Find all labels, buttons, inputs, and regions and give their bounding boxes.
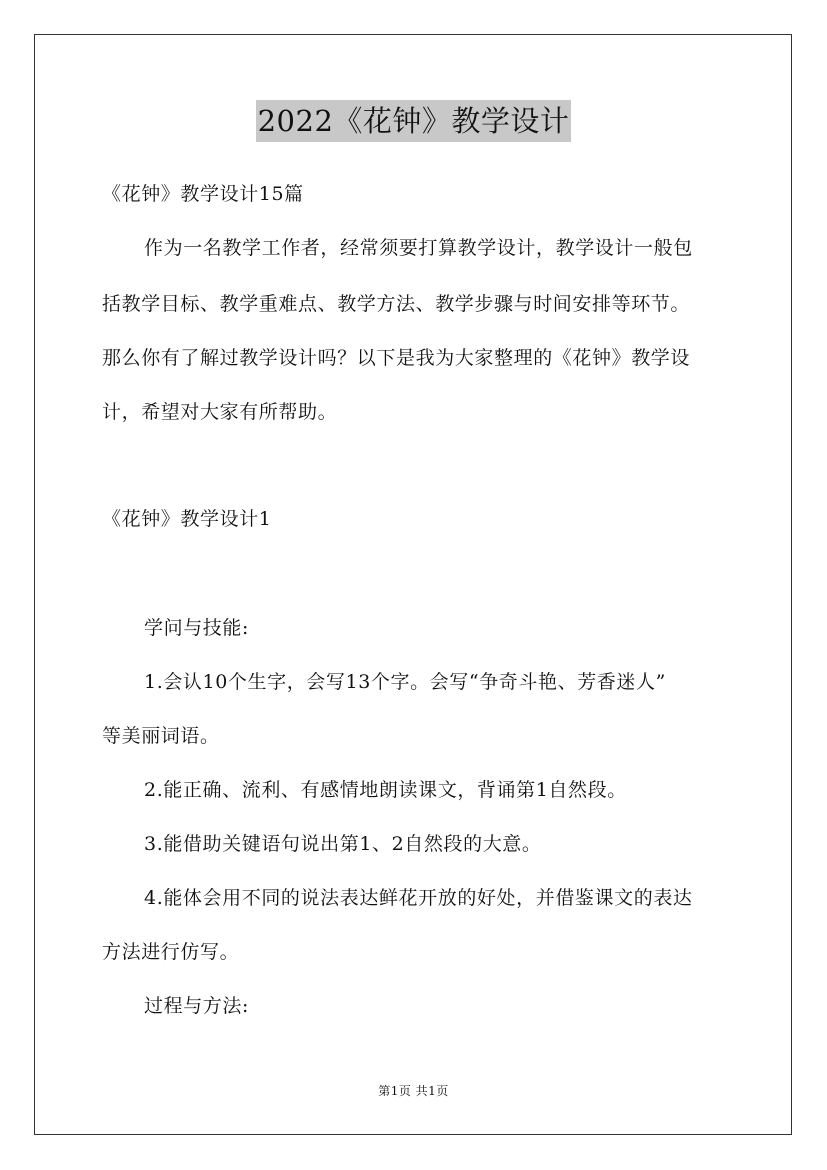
objective-2: 2.能正确、流利、有感情地朗读课文，背诵第1自然段。 bbox=[144, 779, 627, 801]
intro-line-3: 那么你有了解过教学设计吗？以下是我为大家整理的《花钟》教学设 bbox=[102, 347, 691, 369]
objective-1-line-2: 等美丽词语。 bbox=[102, 725, 220, 747]
objective-3: 3.能借助关键语句说出第1、2自然段的大意。 bbox=[144, 833, 542, 855]
process-heading: 过程与方法: bbox=[144, 995, 250, 1017]
knowledge-heading: 学问与技能: bbox=[144, 617, 250, 639]
objective-4-line-2: 方法进行仿写。 bbox=[102, 941, 240, 963]
subtitle: 《花钟》教学设计15篇 bbox=[102, 183, 304, 205]
intro-line-2: 括教学目标、教学重难点、教学方法、教学步骤与时间安排等环节。 bbox=[102, 293, 691, 315]
objective-1-line-1: 1.会认10个生字，会写13个字。会写“争奇斗艳、芳香迷人” bbox=[144, 671, 666, 693]
document-title: 2022《花钟》教学设计 bbox=[256, 100, 572, 142]
section-heading: 《花钟》教学设计1 bbox=[102, 508, 272, 530]
intro-line-1: 作为一名教学工作者，经常须要打算教学设计，教学设计一般包 bbox=[144, 237, 693, 259]
intro-line-4: 计，希望对大家有所帮助。 bbox=[102, 401, 338, 423]
objective-4-line-1: 4.能体会用不同的说法表达鲜花开放的好处，并借鉴课文的表达 bbox=[144, 887, 693, 909]
title-container bbox=[0, 100, 827, 142]
page-footer: 第1页 共1页 bbox=[378, 1084, 449, 1098]
